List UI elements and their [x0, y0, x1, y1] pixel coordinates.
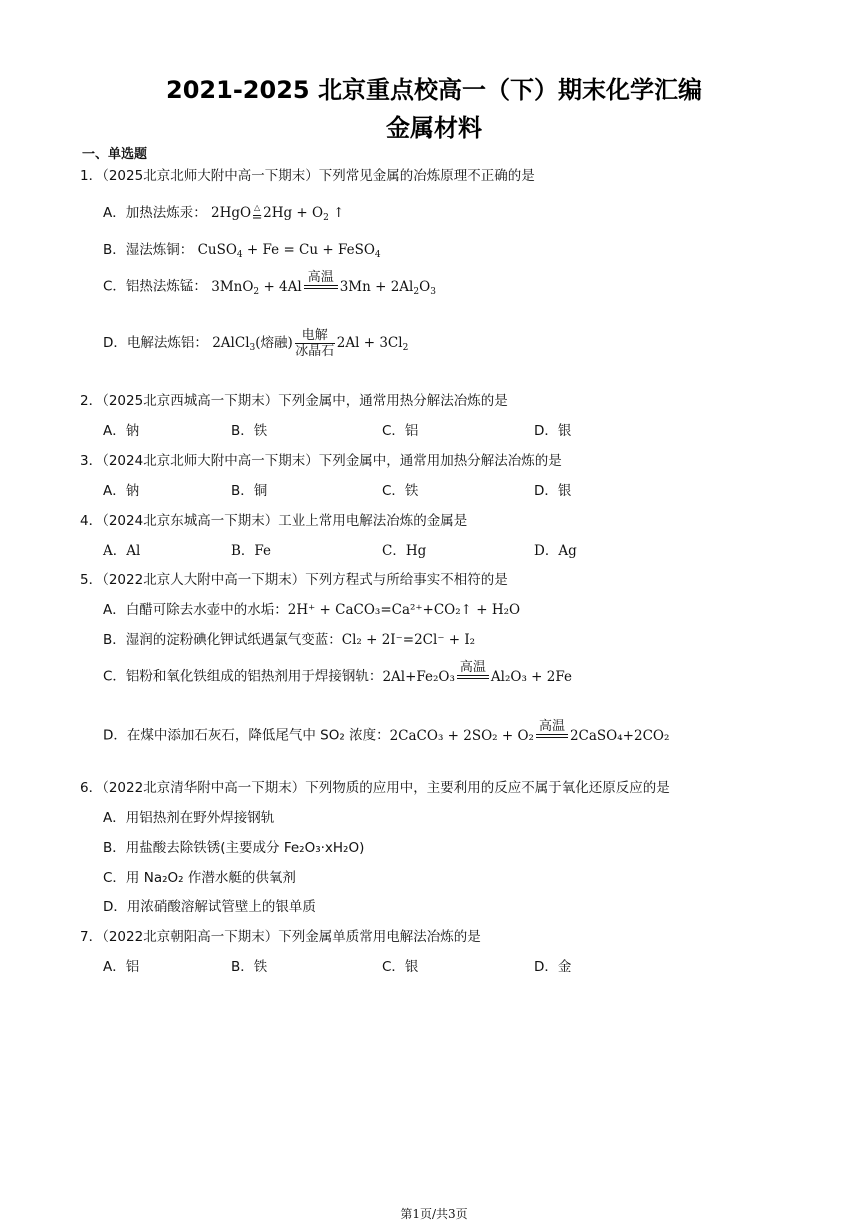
question-6-option-b: B．用盐酸去除铁锈(主要成分 Fe₂O₃·xH₂O)	[103, 840, 365, 856]
question-2-option-a: A．钠	[103, 423, 140, 439]
question-3-option-d: D．银	[534, 483, 572, 499]
equation: 2H⁺ + CaCO₃=Ca²⁺+CO₂↑ + H₂O	[287, 602, 521, 618]
equation: 2HgO △ = $2Hg + O_2$ ↑	[211, 202, 345, 225]
option-label: D．电解法炼铝：	[103, 335, 208, 351]
question-3-option-b: B．铜	[231, 483, 268, 499]
question-6-option-c: C．用 Na₂O₂ 作潜水艇的供氧剂	[103, 870, 296, 886]
equation: 3MnO$_2$ + 4Al 高温 $3Mn + 2Al_2O_3$	[211, 270, 436, 297]
question-6-stem: 6．（2022北京清华附中高一下期末）下列物质的应用中，主要利用的反应不属于氧化还原反应的是	[80, 780, 670, 796]
question-3-stem: 3．（2024北京北师大附中高一下期末）下列金属中，通常用加热分解法冶炼的是	[80, 453, 562, 469]
question-6-option-d: D．用浓硝酸溶解试管壁上的银单质	[103, 899, 316, 915]
question-2-option-b: B．铁	[231, 423, 268, 439]
question-1-option-c	[103, 270, 436, 304]
question-1-stem: 1．（2025北京北师大附中高一下期末）下列常见金属的冶炼原理不正确的是	[80, 168, 535, 184]
page-number: 第1页/共3页	[400, 1207, 468, 1221]
question-3-option-c: C．铁	[382, 483, 419, 499]
option-label: B．湿法炼铜：	[103, 242, 194, 258]
equation: 2AlCl$_3$(熔融) 电解 冰晶石 $2Al + 3Cl_2$	[212, 328, 409, 359]
section-heading: 一、单选题	[82, 147, 148, 162]
page-subtitle: 金属材料	[386, 114, 482, 142]
question-7-option-b: B．铁	[231, 959, 268, 975]
question-4-stem: 4．（2024北京东城高一下期末）工业上常用电解法冶炼的金属是	[80, 513, 468, 529]
question-2-option-c: C．铝	[382, 423, 419, 439]
question-2-stem: 2．（2025北京西城高一下期末）下列金属中，通常用热分解法冶炼的是	[80, 393, 508, 409]
equation: 2Al+Fe₂O₃ 高温 Al₂O₃ + 2Fe	[382, 660, 572, 685]
question-6-option-a: A．用铝热剂在野外焊接钢轨	[103, 810, 275, 826]
question-1-option-b	[103, 238, 381, 260]
question-1-option-a	[103, 201, 344, 224]
question-5-option-d: D．在煤中添加石灰石，降低尾气中 SO₂ 浓度：2CaCO₃ + 2SO₂ + O₂ 高温 2CaSO₄+2CO₂	[103, 719, 670, 744]
question-4-option-b: B．Fe	[231, 543, 272, 559]
equation: Cl₂ + 2I⁻=2Cl⁻ + I₂	[341, 632, 476, 648]
question-3-option-a: A．钠	[103, 483, 140, 499]
question-2-option-d: D．银	[534, 423, 572, 439]
question-5-option-a: A．白醋可除去水壶中的水垢：2H⁺ + CaCO₃=Ca²⁺+CO₂↑ + H₂O	[103, 602, 521, 618]
question-5-option-c: C．铝粉和氧化铁组成的铝热剂用于焊接钢轨：2Al+Fe₂O₃ 高温 Al₂O₃ + 2Fe	[103, 660, 572, 685]
question-4-option-c: C．Hg	[382, 543, 427, 559]
question-5-stem: 5．（2022北京人大附中高一下期末）下列方程式与所给事实不相符的是	[80, 572, 508, 588]
equation: CuSO$_4$ + Fe = Cu + FeSO$_4$	[197, 242, 381, 260]
option-label: A．加热法炼汞：	[103, 205, 207, 221]
option-label: C．铝热法炼锰：	[103, 278, 207, 295]
question-7-option-a: A．铝	[103, 959, 140, 975]
question-7-option-c: C．银	[382, 959, 419, 975]
equation: 2CaCO₃ + 2SO₂ + O₂ 高温 2CaSO₄+2CO₂	[389, 719, 670, 744]
question-4-option-a: A．Al	[103, 543, 141, 559]
question-1-option-d	[103, 328, 408, 359]
question-4-option-d: D．Ag	[534, 543, 577, 559]
question-7-option-d: D．金	[534, 959, 572, 975]
question-5-option-b: B．湿润的淀粉碘化钾试纸遇氯气变蓝：Cl₂ + 2I⁻=2Cl⁻ + I₂	[103, 632, 476, 648]
question-7-stem: 7．（2022北京朝阳高一下期末）下列金属单质常用电解法冶炼的是	[80, 929, 481, 945]
page-title: 2021-2025 北京重点校高一（下）期末化学汇编	[166, 76, 702, 104]
